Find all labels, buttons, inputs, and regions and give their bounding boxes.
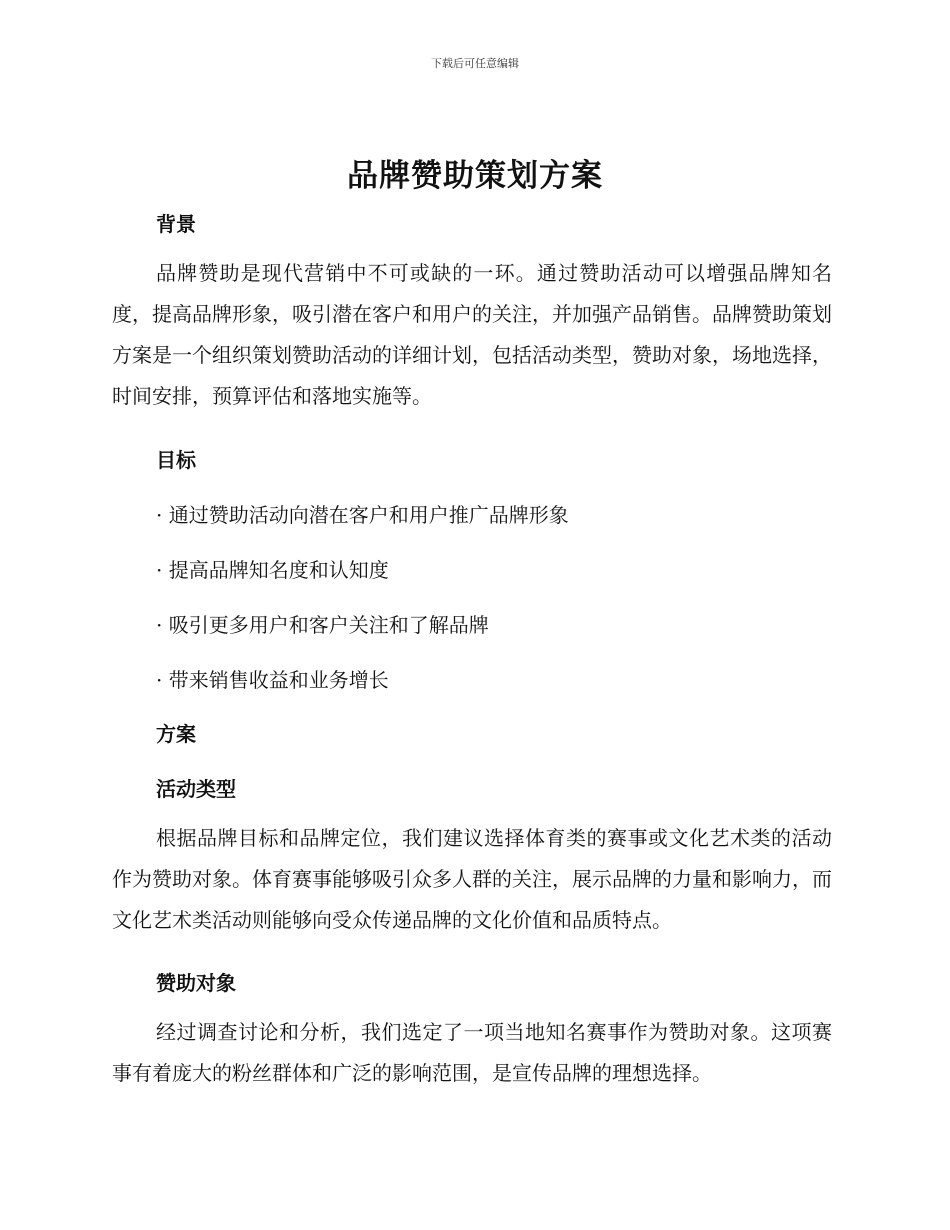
- heading-sponsor-target: 赞助对象: [156, 971, 236, 995]
- goal-item-4: · 带来销售收益和业务增长: [156, 668, 389, 692]
- document-title: 品牌赞助策划方案: [347, 158, 603, 194]
- heading-background: 背景: [156, 212, 196, 236]
- header-note: 下载后可任意编辑: [431, 57, 519, 70]
- heading-activity-type: 活动类型: [156, 777, 236, 801]
- paragraph-background: 品牌赞助是现代营销中不可或缺的一环。通过赞助活动可以增强品牌知名度，提高品牌形象，吸引潜在客户和用户的关注，并加强产品销售。品牌赞助策划方案是一个组织策划赞助活动的详细计划，包括活动类型，赞助对象，场地选择，时间安排，预算评估和落地实施等。: [112, 261, 832, 408]
- heading-plan: 方案: [156, 722, 196, 746]
- paragraph-sponsor-target: 经过调查讨论和分析，我们选定了一项当地知名赛事作为赞助对象。这项赛事有着庞大的粉丝群体和广泛的影响范围，是宣传品牌的理想选择。: [112, 1020, 832, 1085]
- paragraph-activity-type: 根据品牌目标和品牌定位，我们建议选择体育类的赛事或文化艺术类的活动作为赞助对象。体育赛事能够吸引众多人群的关注，展示品牌的力量和影响力，而文化艺术类活动则能够向受众传递品牌的文化价值和品质特点。: [112, 826, 832, 932]
- goal-item-3: · 吸引更多用户和客户关注和了解品牌: [156, 613, 489, 637]
- goal-item-2: · 提高品牌知名度和认知度: [156, 558, 389, 582]
- goal-item-1: · 通过赞助活动向潜在客户和用户推广品牌形象: [156, 503, 569, 527]
- heading-goals: 目标: [156, 448, 196, 472]
